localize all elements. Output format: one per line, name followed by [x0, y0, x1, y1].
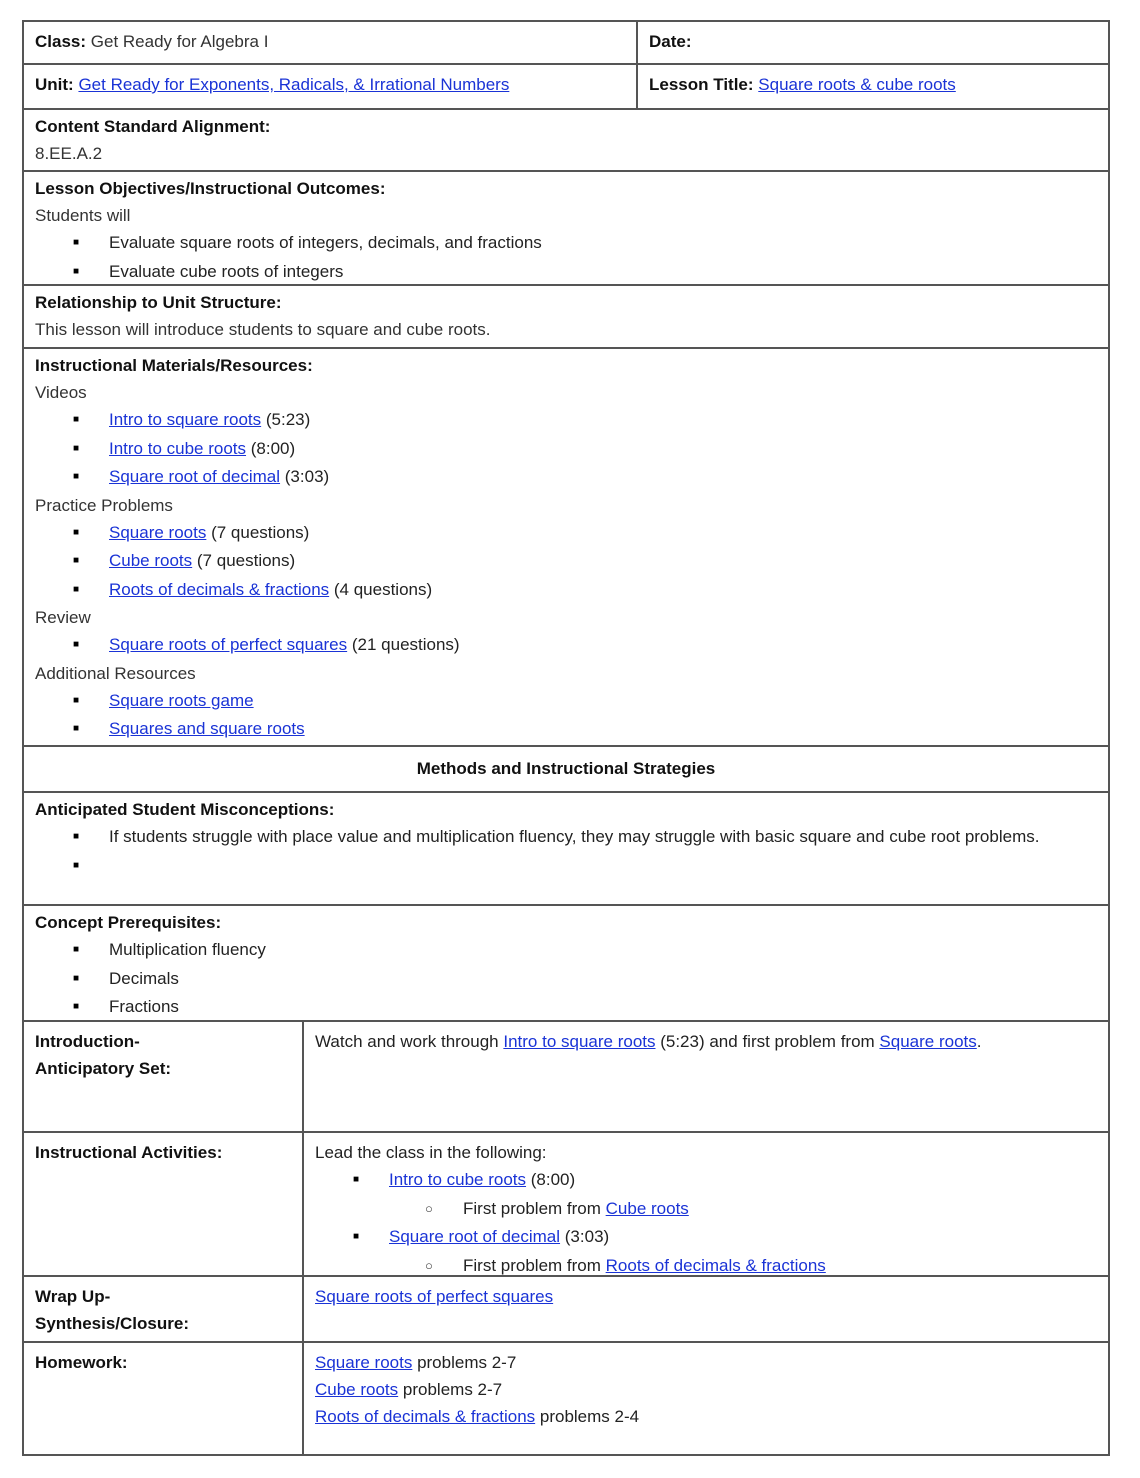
class-value: Get Ready for Algebra I — [90, 32, 269, 51]
wrapup-row — [22, 1277, 1110, 1343]
class-cell — [24, 22, 638, 63]
question-count: (7 questions) — [206, 522, 310, 542]
date-cell — [638, 22, 1108, 63]
standard-value: 8.EE.A.2 — [35, 144, 103, 163]
unit-label: Unit: — [35, 75, 74, 94]
homework-link-roots-decimals-fractions[interactable]: Roots of decimals & fractions — [315, 1407, 536, 1426]
activities-row — [22, 1133, 1110, 1277]
introduction-text: Watch and work through — [315, 1032, 504, 1051]
activities-list — [315, 1223, 1097, 1252]
question-count: (21 questions) — [347, 635, 460, 654]
practice-list — [35, 519, 1097, 605]
prerequisite-item: ■ Fractions — [109, 993, 1097, 1022]
homework-content — [304, 1343, 1108, 1454]
additional-link-square-roots-game[interactable]: Square roots game — [109, 690, 254, 710]
practice-item — [109, 547, 1097, 576]
misconceptions-list — [35, 823, 1097, 880]
video-duration: (3:03) — [280, 467, 330, 486]
misconceptions-section — [22, 793, 1110, 906]
intro-link-square-roots-video[interactable]: Intro to square roots — [503, 1032, 656, 1051]
standard-section — [22, 110, 1110, 172]
homework-link-square-roots[interactable]: Square roots — [315, 1353, 413, 1372]
misconceptions-label: Anticipated Student Misconceptions: — [35, 800, 335, 819]
relationship-text: This lesson will introduce students to square and cube roots. — [35, 320, 491, 339]
subitem-text: First problem from — [463, 1198, 606, 1218]
activity-link-roots-decimals-fractions[interactable]: Roots of decimals & fractions — [605, 1255, 826, 1275]
objectives-section — [22, 172, 1110, 286]
standard-label: Content Standard Alignment: — [35, 117, 271, 136]
activities-lead: Lead the class in the following: — [315, 1143, 547, 1162]
lesson-plan-document — [22, 20, 1110, 1456]
anticipatory-set-label: Anticipatory Set: — [35, 1059, 172, 1078]
misconception-item-empty — [109, 852, 1097, 881]
homework-item — [315, 1376, 1097, 1403]
unit-link[interactable]: Get Ready for Exponents, Radicals, & Irrational Numbers — [78, 75, 510, 94]
relationship-section — [22, 286, 1110, 349]
relationship-label: Relationship to Unit Structure: — [35, 293, 282, 312]
homework-item — [315, 1403, 1097, 1430]
lesson-title-label: Lesson Title: — [649, 75, 754, 94]
class-date-row — [22, 20, 1110, 65]
introduction-period: . — [976, 1032, 982, 1051]
objective-item: ■ Evaluate cube roots of integers — [109, 258, 1097, 287]
additional-item — [109, 715, 1097, 744]
activity-link-intro-cube-roots[interactable]: Intro to cube roots — [389, 1170, 527, 1189]
prerequisites-label: Concept Prerequisites: — [35, 913, 222, 932]
activities-content — [304, 1133, 1108, 1275]
materials-label: Instructional Materials/Resources: — [35, 356, 313, 375]
objective-item: ■ Evaluate square roots of integers, decimals, and fractions — [109, 229, 1097, 258]
additional-heading: Additional Resources — [35, 663, 196, 683]
wrapup-content — [304, 1277, 1108, 1341]
methods-header — [22, 747, 1110, 793]
misconception-item: ■ If students struggle with place value and multiplication fluency, they may struggle with basic square and cube root problems. — [109, 823, 1097, 852]
prerequisite-item: ■ Decimals — [109, 965, 1097, 994]
review-list — [35, 631, 1097, 660]
practice-link-square-roots[interactable]: Square roots — [109, 522, 207, 542]
homework-row — [22, 1343, 1110, 1456]
video-link-intro-square-roots[interactable]: Intro to square roots — [109, 410, 262, 429]
objectives-label: Lesson Objectives/Instructional Outcomes: — [35, 179, 386, 198]
homework-label-cell — [24, 1343, 304, 1454]
wrapup-label-cell — [24, 1277, 304, 1341]
question-count: (7 questions) — [192, 551, 296, 570]
activities-sublist — [315, 1195, 1097, 1224]
activities-label-cell — [24, 1133, 304, 1275]
practice-heading: Practice Problems — [35, 495, 173, 515]
practice-link-cube-roots[interactable]: Cube roots — [109, 551, 193, 570]
materials-section — [22, 349, 1110, 747]
video-duration: (8:00) — [246, 438, 296, 458]
videos-list — [35, 406, 1097, 492]
homework-link-cube-roots[interactable]: Cube roots — [315, 1380, 399, 1399]
video-link-intro-cube-roots[interactable]: Intro to cube roots — [109, 438, 247, 458]
video-link-square-root-decimal[interactable]: Square root of decimal — [109, 467, 281, 486]
additional-list — [35, 687, 1097, 744]
practice-item — [109, 519, 1097, 548]
additional-link-squares-and-square-roots[interactable]: Squares and square roots — [109, 719, 305, 738]
review-item — [109, 631, 1097, 660]
introduction-text: (5:23) and first problem from — [655, 1032, 880, 1051]
video-duration: (8:00) — [526, 1170, 576, 1189]
introduction-row — [22, 1022, 1110, 1133]
homework-problems: problems 2-7 — [412, 1353, 517, 1372]
prerequisites-list — [35, 936, 1097, 1022]
class-label: Class: — [35, 32, 87, 51]
objectives-list — [35, 229, 1097, 286]
prerequisites-section — [22, 906, 1110, 1022]
homework-problems: problems 2-4 — [535, 1407, 640, 1426]
video-duration: (3:03) — [560, 1227, 610, 1246]
wrapup-label: Wrap Up- — [35, 1287, 111, 1306]
homework-item — [315, 1349, 1097, 1376]
prerequisite-item: ■ Multiplication fluency — [109, 936, 1097, 965]
subitem-text: First problem from — [463, 1255, 606, 1275]
practice-item — [109, 576, 1097, 605]
wrapup-link-perfect-squares[interactable]: Square roots of perfect squares — [315, 1287, 554, 1306]
video-item — [109, 463, 1097, 492]
introduction-label: Introduction- — [35, 1032, 140, 1051]
question-count: (4 questions) — [329, 579, 433, 599]
homework-problems: problems 2-7 — [398, 1380, 503, 1399]
video-item — [109, 435, 1097, 464]
activity-subitem — [463, 1195, 1097, 1224]
activity-link-square-root-decimal[interactable]: Square root of decimal — [389, 1227, 561, 1246]
introduction-content — [304, 1022, 1108, 1131]
video-duration: (5:23) — [261, 410, 311, 429]
lesson-title-link[interactable]: Square roots & cube roots — [758, 75, 956, 94]
review-heading: Review — [35, 608, 91, 627]
video-item — [109, 406, 1097, 435]
activity-subitem — [463, 1252, 1097, 1281]
videos-heading: Videos — [35, 383, 87, 402]
introduction-label-cell — [24, 1022, 304, 1131]
review-link-perfect-squares[interactable]: Square roots of perfect squares — [109, 635, 348, 654]
activities-list — [315, 1166, 1097, 1195]
intro-link-square-roots-practice[interactable]: Square roots — [879, 1032, 977, 1051]
activities-sublist — [315, 1252, 1097, 1281]
lesson-title-cell — [638, 65, 1108, 108]
date-label: Date: — [649, 32, 692, 51]
unit-cell — [24, 65, 638, 108]
practice-link-roots-decimals-fractions[interactable]: Roots of decimals & fractions — [109, 579, 330, 599]
activity-link-cube-roots[interactable]: Cube roots — [605, 1198, 689, 1218]
additional-item — [109, 687, 1097, 716]
activity-item — [389, 1223, 1097, 1252]
synthesis-closure-label: Synthesis/Closure: — [35, 1314, 189, 1333]
unit-lesson-row — [22, 65, 1110, 110]
homework-label: Homework: — [35, 1353, 128, 1372]
activities-label: Instructional Activities: — [35, 1143, 223, 1162]
activity-item — [389, 1166, 1097, 1195]
methods-title: Methods and Instructional Strategies — [416, 759, 716, 778]
objectives-intro: Students will — [35, 206, 131, 225]
